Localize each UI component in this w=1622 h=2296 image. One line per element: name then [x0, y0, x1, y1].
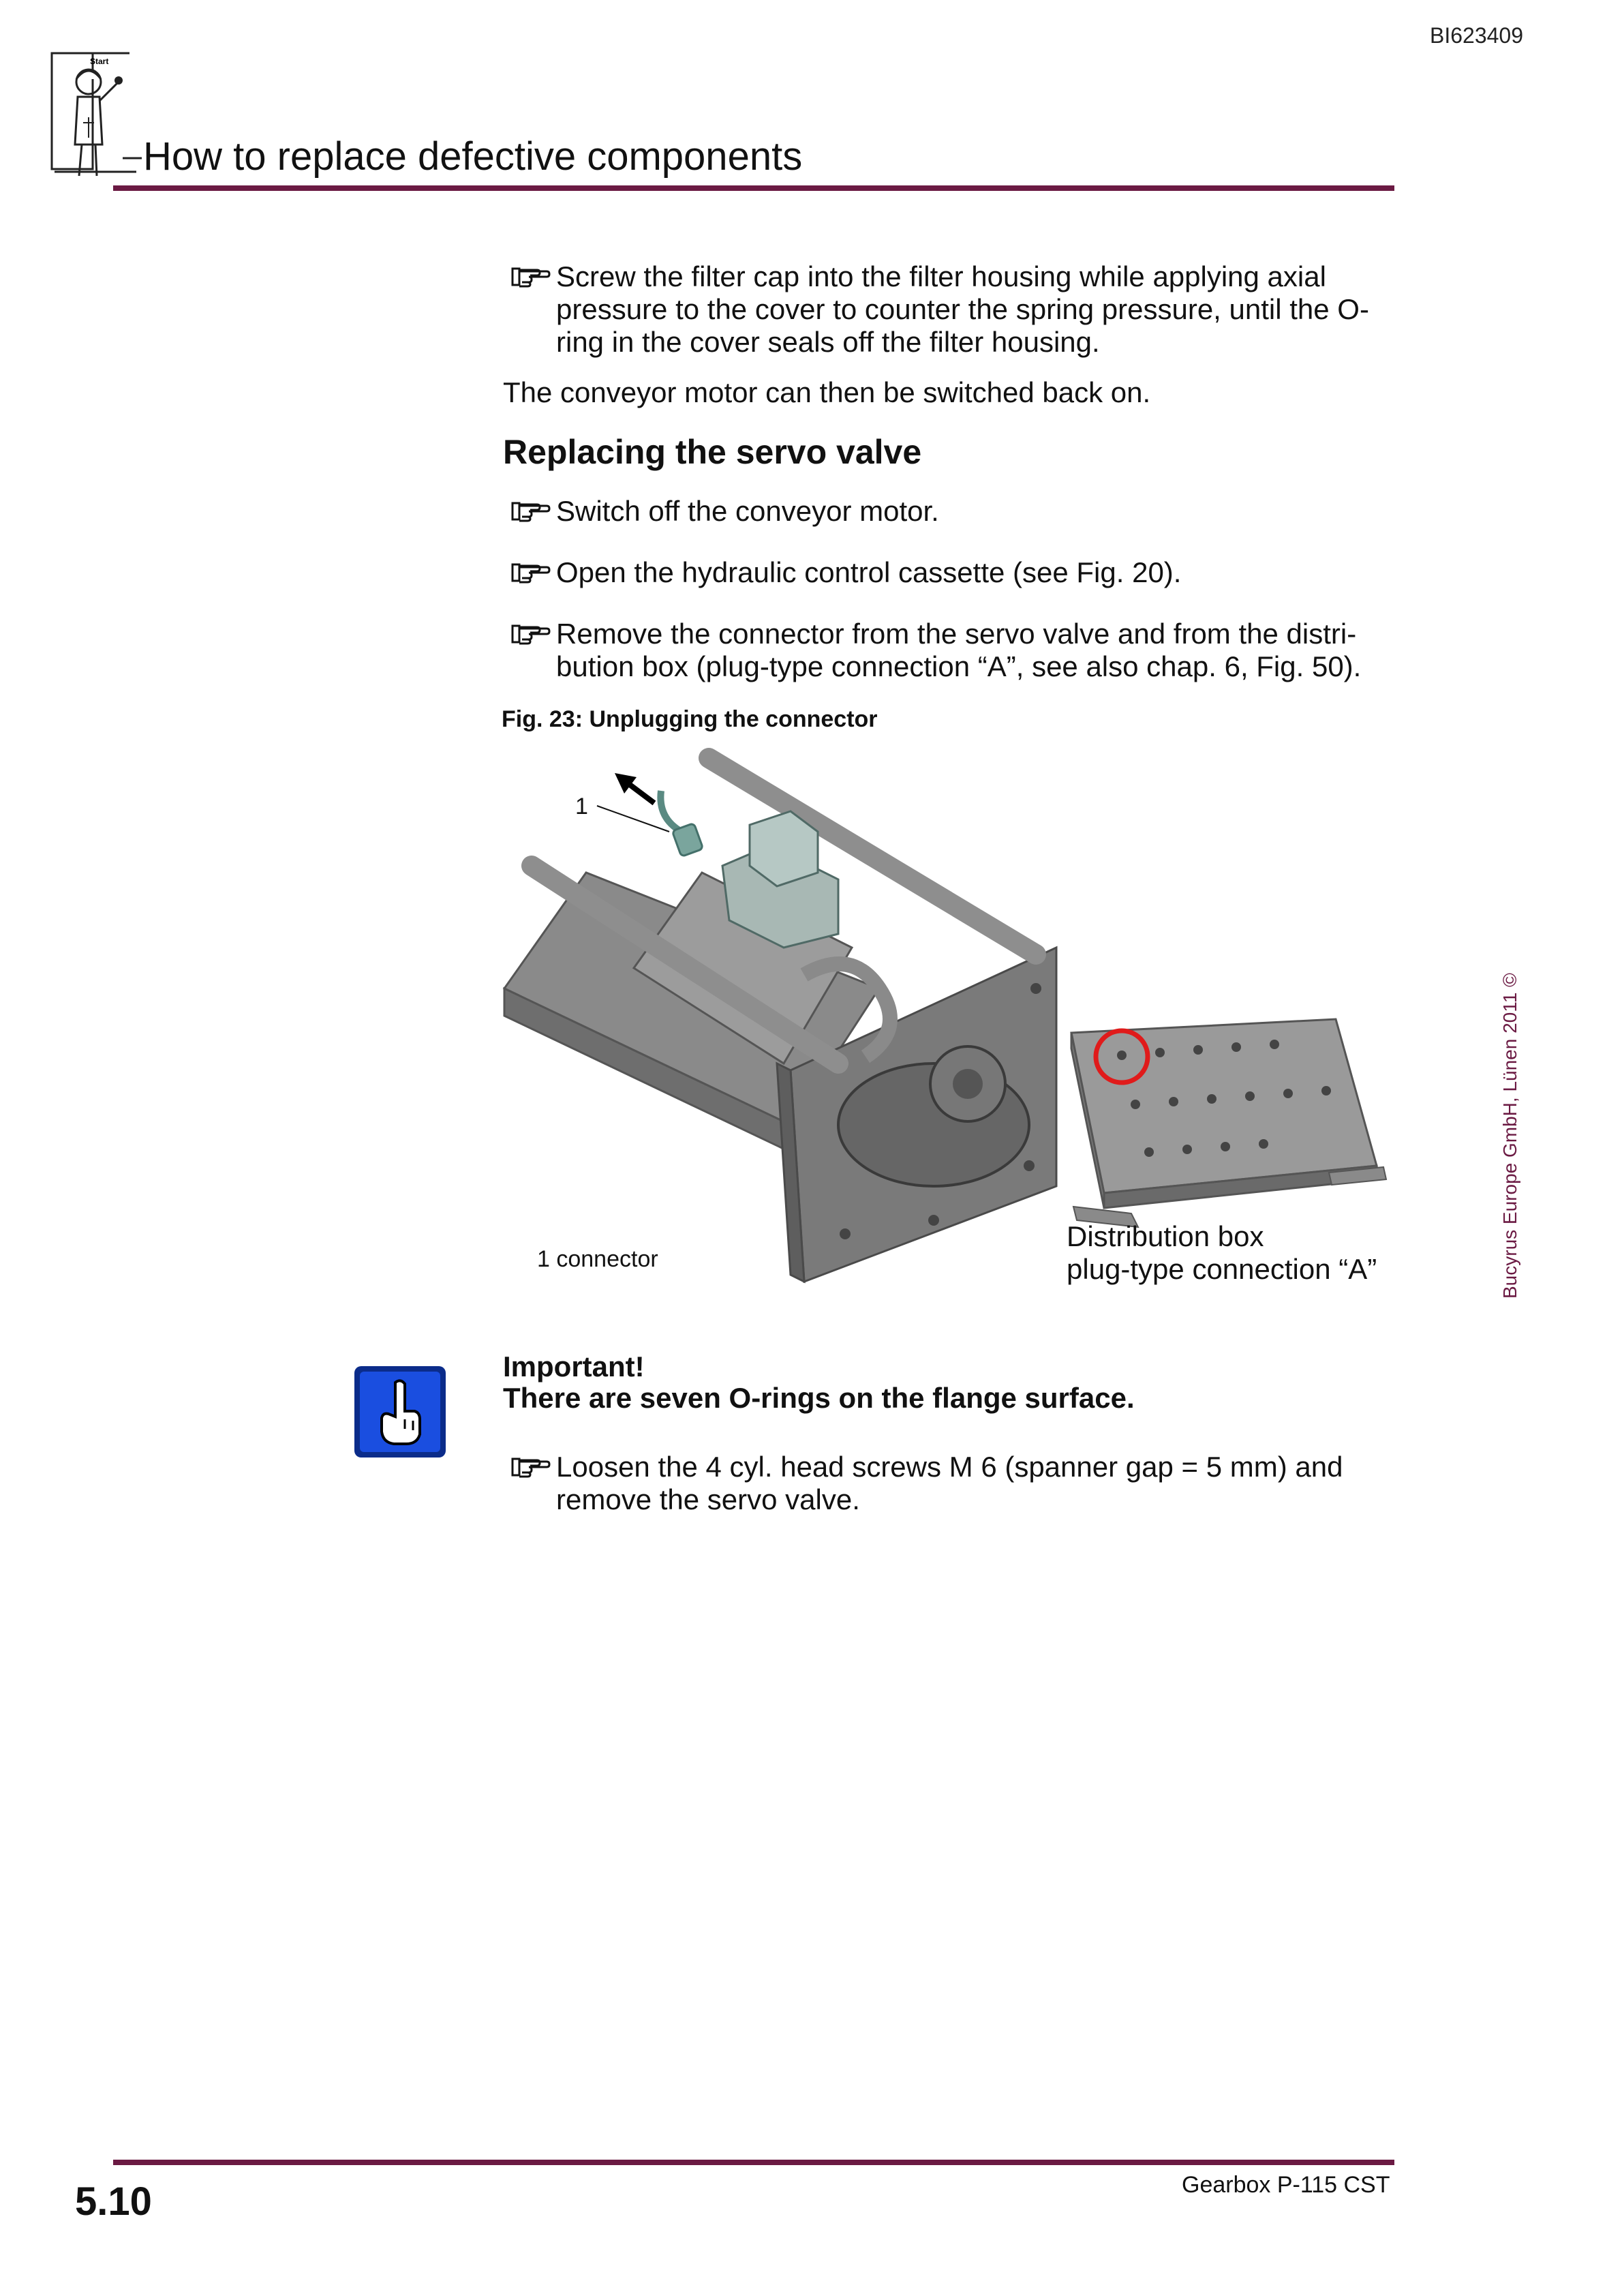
copyright-text: Bucyrus Europe GmbH, Lünen 2011	[1499, 992, 1520, 1299]
header-rule	[113, 185, 1394, 191]
important-text: There are seven O-rings on the flange surface.	[503, 1382, 1135, 1414]
important-title: Important!	[503, 1350, 645, 1383]
step-text: Remove the connector from the servo valve and from the distri-bution box (plug-type connection “A”, see also chap. 6, Fig. 50).	[556, 618, 1362, 682]
start-worker-logo-icon	[48, 49, 143, 185]
conveyor-paragraph: The conveyor motor can then be switched back on.	[503, 376, 1151, 408]
pointing-hand-icon	[510, 619, 551, 646]
logo-start-label: Start	[90, 57, 109, 66]
figure-callout-1: 1	[575, 794, 588, 819]
important-note	[503, 1351, 1135, 1414]
document-id: BI623409	[1430, 23, 1524, 48]
footer-title: Gearbox P-115 CST	[1182, 2172, 1390, 2198]
pointing-hand-icon	[510, 262, 551, 289]
figure-legend: 1 connector	[537, 1246, 658, 1272]
figure-caption: Fig. 23: Unplugging the connector	[502, 706, 878, 732]
distribution-box-label-line1: Distribution box	[1067, 1220, 1264, 1252]
servo-valve-figure	[498, 743, 1397, 1295]
step-text: Open the hydraulic control cassette (see Fig. 20).	[556, 556, 1182, 588]
step-screw-filter-cap	[510, 260, 1409, 359]
section-heading: Replacing the servo valve	[503, 433, 922, 471]
important-hand-icon	[352, 1363, 448, 1460]
pointing-hand-icon	[510, 1452, 551, 1479]
step-loosen-screws	[510, 1451, 1409, 1516]
copyright-notice	[1499, 973, 1521, 1299]
step-text: Switch off the conveyor motor.	[556, 495, 939, 527]
step-switch-off-motor	[510, 495, 1409, 528]
page-number: 5.10	[75, 2179, 152, 2224]
footer-rule	[113, 2160, 1394, 2165]
step-text: Loosen the 4 cyl. head screws M 6 (spanner gap = 5 mm) and remove the servo valve.	[556, 1451, 1343, 1515]
copyright-symbol-icon: ©	[1499, 973, 1520, 987]
step-remove-connector	[510, 618, 1409, 683]
distribution-box-label-line2: plug-type connection “A”	[1067, 1253, 1377, 1285]
pointing-hand-icon	[510, 496, 551, 524]
distribution-box-label	[1067, 1220, 1377, 1286]
step-text: Screw the filter cap into the filter housing while applying axial pressure to the cover to counter the spring pressure, until the O-ring in the cover seals off the filter housing.	[556, 260, 1369, 358]
chapter-title: How to replace defective components	[143, 134, 803, 179]
pointing-hand-icon	[510, 558, 551, 585]
step-open-cassette	[510, 556, 1409, 589]
